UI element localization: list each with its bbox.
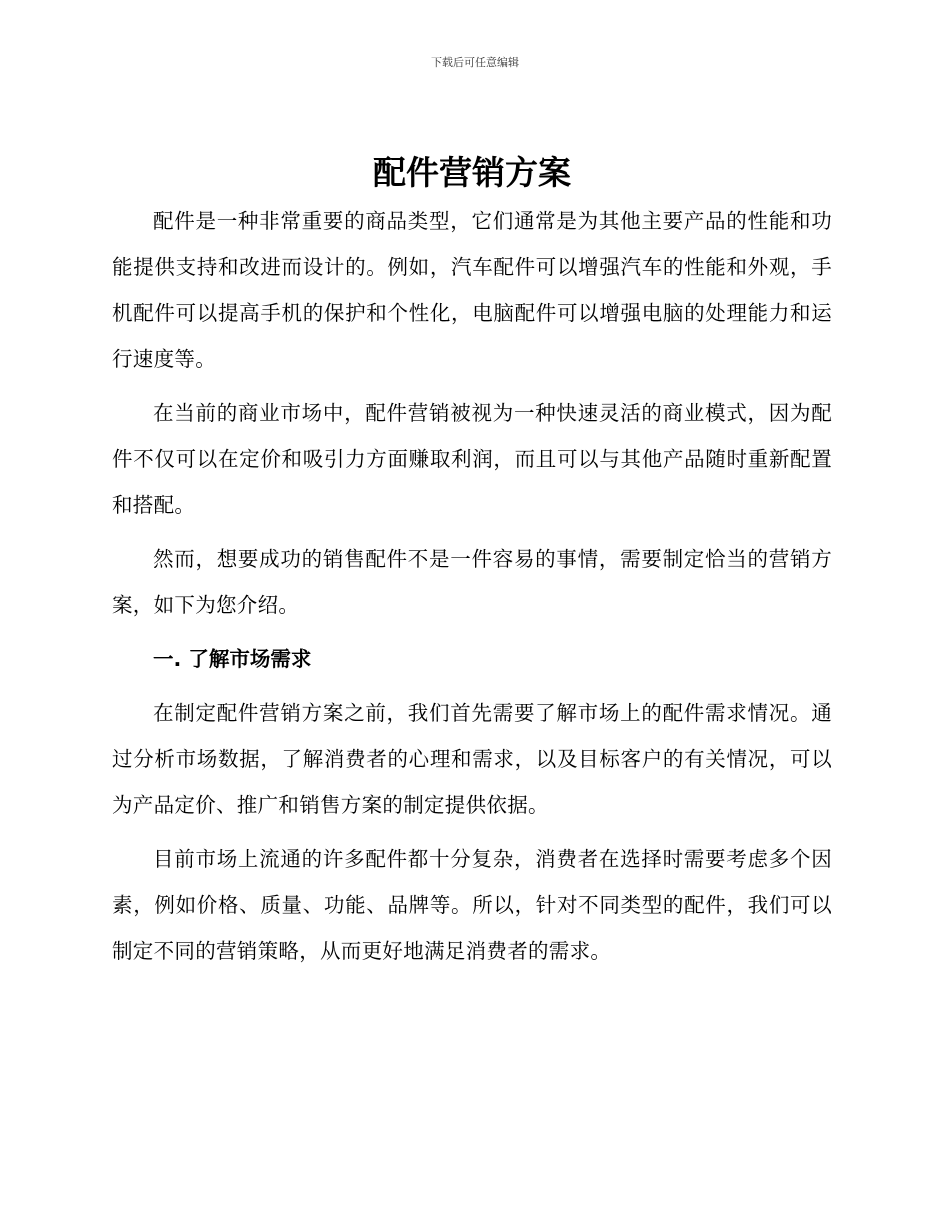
header-note: 下载后可任意编辑 bbox=[431, 56, 519, 69]
paragraph-market-model: 在当前的商业市场中，配件营销被视为一种快速灵活的商业模式，因为配件不仅可以在定价和吸引力方面赚取利润，而且可以与其他产品随时重新配置和搭配。 bbox=[112, 401, 832, 517]
paragraph-challenge: 然而，想要成功的销售配件不是一件容易的事情，需要制定恰当的营销方案，如下为您介绍。 bbox=[112, 547, 832, 617]
section-heading-market-demand: 一. 了解市场需求 bbox=[153, 647, 312, 671]
document-body bbox=[112, 148, 832, 974]
paragraph-gap bbox=[112, 682, 832, 690]
paragraph-gap bbox=[112, 628, 832, 636]
paragraph-gap bbox=[112, 528, 832, 536]
paragraph-market-analysis: 在制定配件营销方案之前，我们首先需要了解市场上的配件需求情况。通过分析市场数据，了解消费者的心理和需求，以及目标客户的有关情况，可以为产品定价、推广和销售方案的制定提供依据。 bbox=[112, 701, 832, 817]
paragraph-consumer-factors: 目前市场上流通的许多配件都十分复杂，消费者在选择时需要考虑多个因素，例如价格、质量、功能、品牌等。所以，针对不同类型的配件，我们可以制定不同的营销策略，从而更好地满足消费者的需求。 bbox=[112, 847, 832, 963]
paragraph-gap bbox=[112, 828, 832, 836]
document-title: 配件营销方案 bbox=[373, 153, 571, 192]
paragraph-gap bbox=[112, 382, 832, 390]
paragraph-intro: 配件是一种非常重要的商品类型，它们通常是为其他主要产品的性能和功能提供支持和改进而设计的。例如，汽车配件可以增强汽车的性能和外观，手机配件可以提高手机的保护和个性化，电脑配件可以增强电脑的处理能力和运行速度等。 bbox=[112, 209, 832, 371]
